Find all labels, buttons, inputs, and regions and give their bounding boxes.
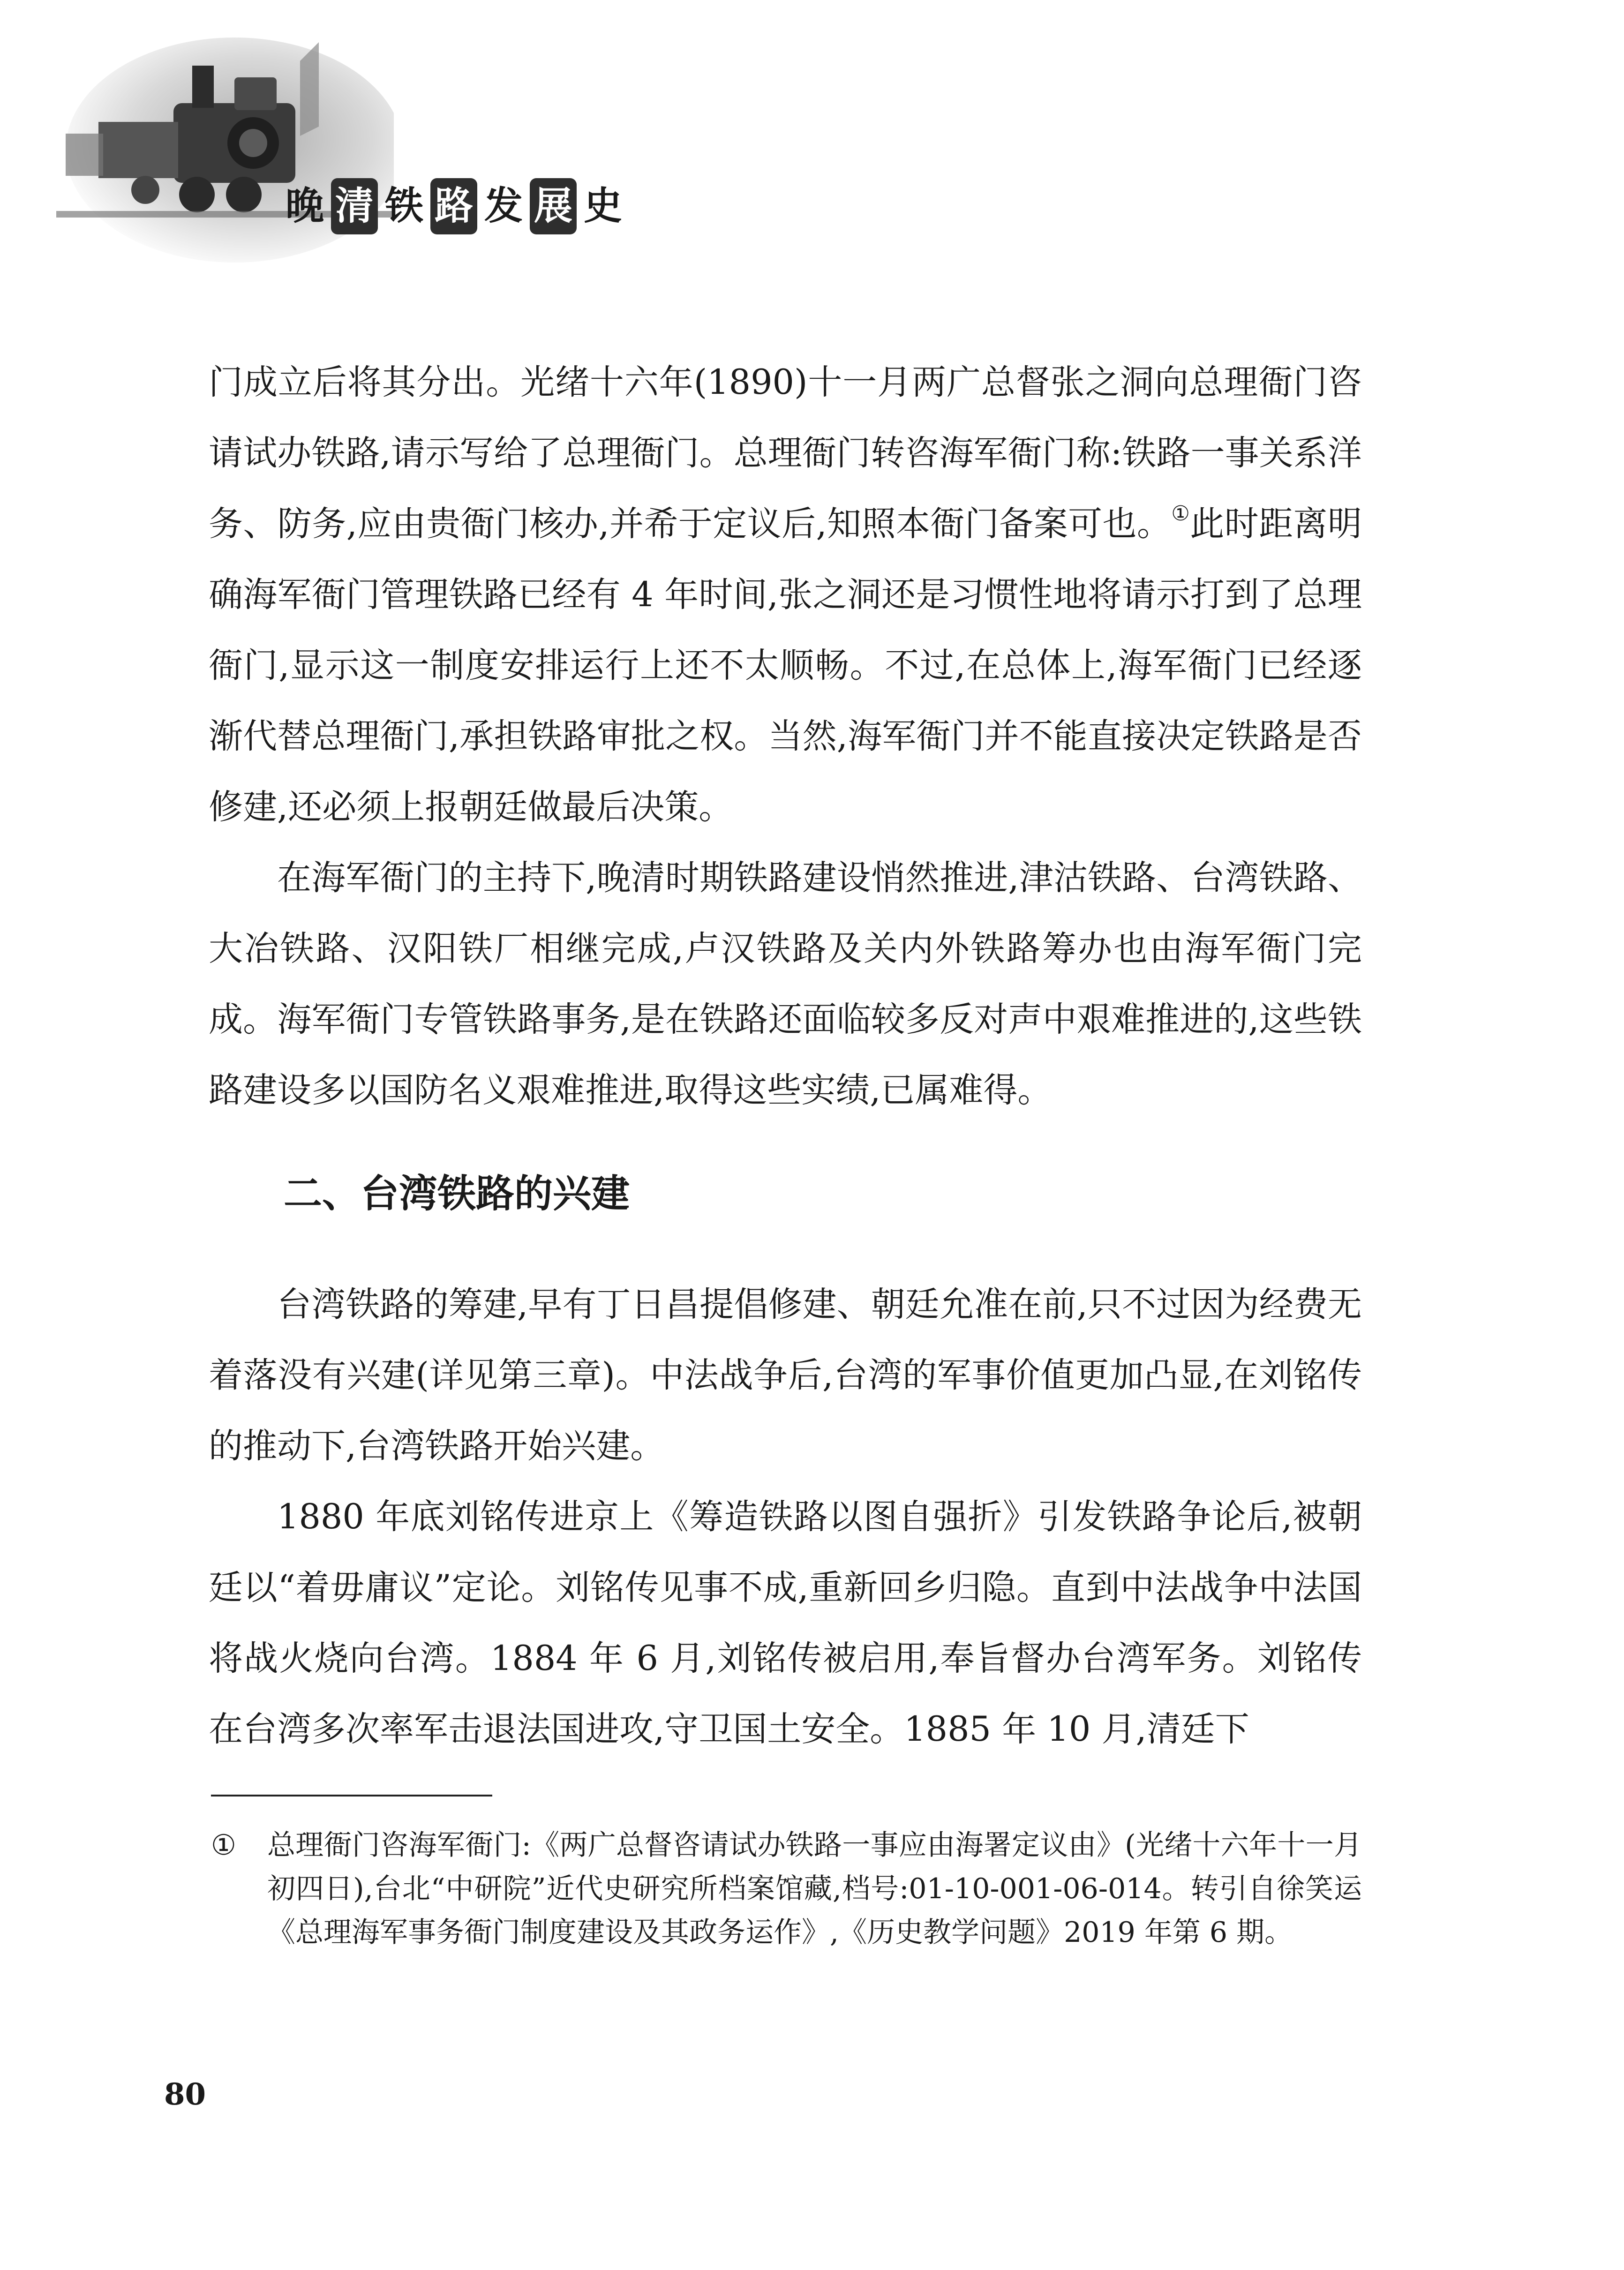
book-title-char: 清 (331, 178, 378, 234)
footnote-mark: ① (211, 1829, 236, 1862)
book-title-char: 铁 (384, 184, 423, 228)
page-number: 80 (164, 2077, 206, 2112)
footnote-text: 总理衙门咨海军衙门:《两广总督咨请试办铁路一事应由海署定议由》(光绪十六年十一月初四日),台北“中研院”近代史研究所档案馆藏,档号:01-10-001-06-014。转引自徐笑运《总理海军事务衙门制度建设及其政务运作》,《历史教学问题》2019 年第 6 期。 (267, 1829, 1362, 1949)
body-paragraph (209, 347, 1362, 842)
body-text: 此时距离明确海军衙门管理铁路已经有 4 年时间,张之洞还是习惯性地将请示打到了总理衙门,显示这一制度安排运行上还不太顺畅。不过,在总体上,海军衙门已经逐渐代替总理衙门,承担铁路审批之权。当然,海军衙门并不能直接决定铁路是否修建,还必须上报朝廷做最后决策。 (209, 504, 1362, 827)
body-text: 门成立后将其分出。光绪十六年(1890)十一月两广总督张之洞向总理衙门咨请试办铁路,请示写给了总理衙门。总理衙门转咨海军衙门称:铁路一事关系洋务、防务,应由贵衙门核办,并希于定议后,知照本衙门备案可也。 (209, 362, 1362, 544)
body-paragraph: 1880 年底刘铭传进京上《筹造铁路以图自强折》引发铁路争论后,被朝廷以“着毋庸议”定论。刘铭传见事不成,重新回乡归隐。直到中法战争中法国将战火烧向台湾。1884 年 6 月,刘铭传被启用,奉旨督办台湾军务。刘铭传在台湾多次率军击退法国进攻,守卫国土安全。1885 年 10 月,清廷下 (209, 1497, 1362, 1749)
body-paragraph: 在海军衙门的主持下,晚清时期铁路建设悄然推进,津沽铁路、台湾铁路、大冶铁路、汉阳铁厂相继完成,卢汉铁路及关内外铁路筹办也由海军衙门完成。海军衙门专管铁路事务,是在铁路还面临较多反对声中艰难推进的,这些铁路建设多以国防名义艰难推进,取得这些实绩,已属难得。 (209, 858, 1362, 1110)
page-body (209, 347, 1362, 1765)
section-heading: 二、台湾铁路的兴建 (284, 1172, 630, 1216)
book-title-char: 史 (583, 184, 622, 228)
body-paragraph: 台湾铁路的筹建,早有丁日昌提倡修建、朝廷允准在前,只不过因为经费无着落没有兴建(详见第三章)。中法战争后,台湾的军事价值更加凸显,在刘铭传的推动下,台湾铁路开始兴建。 (209, 1285, 1362, 1466)
book-title-char: 发 (484, 184, 523, 228)
footnote-reference: ① (1171, 502, 1190, 526)
footnote (211, 1824, 1362, 1954)
book-title (281, 178, 626, 234)
book-title-char: 晚 (285, 184, 324, 228)
book-title-char: 展 (530, 178, 577, 234)
footnote-divider (211, 1795, 492, 1796)
running-header (0, 0, 703, 281)
book-title-char: 路 (430, 178, 477, 234)
